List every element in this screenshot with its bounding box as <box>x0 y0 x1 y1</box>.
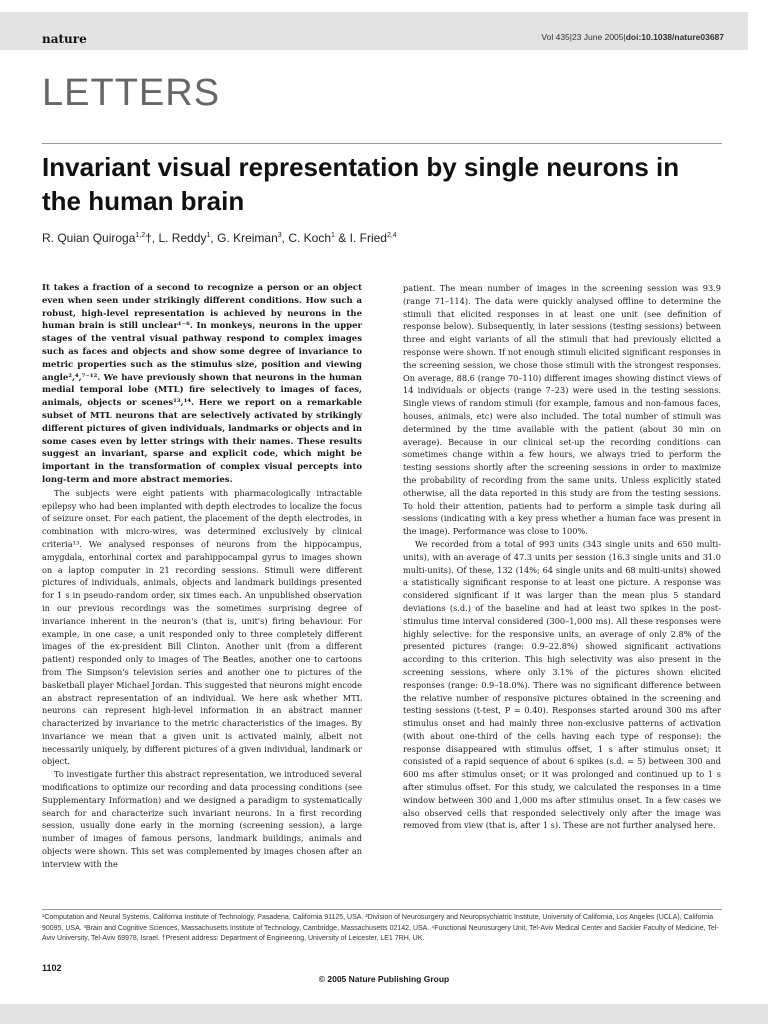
citation-volume-date: Vol 435|23 June 2005| <box>541 32 626 42</box>
author: G. Kreiman$^3$, <box>217 231 289 245</box>
header-band <box>0 12 748 50</box>
copyright-line: © 2005 Nature Publishing Group <box>318 974 450 984</box>
body-column-right <box>403 282 721 832</box>
body-column-left <box>42 282 362 871</box>
body-paragraph: To investigate further this abstract representation, we introduced several modifications to optimize our recording and data processing conditions (see Supplementary Information) and we designed a paradigm to systematically search for and characterize such invariant neurons. In a first recording session, usually done early in the morning (screening session), a large number of images of famous persons, landmark buildings, animals and objects were shown. This set was complemented by images chosen after an interview with the <box>42 769 362 869</box>
journal-name: nature <box>42 32 87 46</box>
author: R. Quian Quiroga$^{1,2}$†, <box>42 231 159 245</box>
author: L. Reddy$^1$, <box>158 231 218 245</box>
body-paragraph: patient. The mean number of images in the screening session was 93.9 (range 71–114). The data were quickly analysed offline to determine the stimuli that elicited responses in at least one unit (see definition of response below). Subsequently, in later sessions (testing sessions) between three and eight variants of all the stimuli that had previously elicited a response were shown. If not enough stimuli elicited significant responses in the screening session, we chose those stimuli with the strongest responses. On average, 88.6 (range 70–110) different images showing distinct views of 14 individuals or objects (range 7–23) were used in the testing sessions. Single views of random stimuli (for example, famous and non-famous faces, houses, animals, etc) were also included. The total number of stimuli was determined by the time available with the patient (about 30 min on average). Because in our clinical set-up the recording conditions can sometimes change within a few hours, we always tried to perform the testing sessions shortly after the screening sessions in order to maximize the probability of recording from the same units. Unless explicitly stated otherwise, all the data reported in this study are from the testing sessions. To hold their attention, patients had to perform a simple task during all sessions (indicating with a key press whether a human face was present in the image). Performance was close to 100%. <box>403 283 721 537</box>
article-title: Invariant visual representation by single neurons in the human brain <box>42 152 680 216</box>
author-list <box>42 231 397 245</box>
footer-band <box>0 1004 768 1024</box>
page-number: 1102 <box>42 963 62 973</box>
author: I. Fried$^{2,4}$ <box>349 231 397 245</box>
author: C. Koch$^1$ & <box>288 231 350 245</box>
section-heading: LETTERS <box>42 72 221 114</box>
footnote-rule <box>42 909 722 910</box>
body-paragraph: The subjects were eight patients with pharmacologically intractable epilepsy who had been implanted with depth electrodes to localize the focus of seizure onset. For each patient, the placement of the depth electrodes, in combination with micro-wires, was determined exclusively by clinical criteria¹³. We analysed responses of neurons from the hippocampus, amygdala, entorhinal cortex and parahippocampal gyrus to images shown on a laptop computer in 21 recording sessions. Stimuli were different pictures of individuals, animals, objects and landmark buildings presented for 1 s in pseudo-random order, six times each. An unpublished observation in our previous recordings was the sometimes surprising degree of invariance inherent in the neuron's (that is, unit's) firing behaviour. For example, in one case, a unit responded only to three completely different images of the ex-president Bill Clinton. Another unit (from a different patient) responded only to images of The Beatles, another one to cartoons from The Simpson's television series and another one to pictures of the basketball player Michael Jordan. This suggested that neurons might encode an abstract representation of an individual. We here ask whether MTL neurons can represent high-level information in an abstract manner characterized by invariance to the metric characteristics of the images. By invariance we mean that a given unit is activated mainly, albeit not necessarily uniquely, by different pictures of a given individual, landmark or object. <box>42 487 362 767</box>
citation-line <box>541 32 724 42</box>
title-rule <box>42 143 722 144</box>
citation-doi: doi:10.1038/nature03687 <box>625 32 724 42</box>
affiliations-footnote: ¹Computation and Neural Systems, California Institute of Technology, Pasadena, California 91125, USA. ²Division of Neurosurgery and Neuropsychiatric Institute, University of California, Los Angeles (UCLA), California 90095, USA. ³Brain and Cognitive Sciences, Massachusetts Institute of Technology, Cambridge, Massachusetts 02142, USA. ⁴Functional Neurosurgery Unit, Tel-Aviv Medical Center and Sackler Faculty of Medicine, Tel-Aviv University, Tel-Aviv 69978, Israel. †Present address: Department of Engineering, University of Leicester, LE1 7RH, UK. <box>42 914 719 942</box>
body-paragraph: We recorded from a total of 993 units (343 single units and 650 multi-units), with an average of 47.3 units per session (16.3 single units and 31.0 multi-units). Of these, 132 (14%; 64 single units and 68 multi-units) showed a statistically significant response to at least one picture. A response was considered significant if it was larger than the mean plus 5 standard deviations (s.d.) of the baseline and had at least two spikes in the post-stimulus time interval considered (300–1,000 ms). All these responses were highly selective: for the responsive units, an average of only 2.8% of the presented pictures (range: 0.9–22.8%) showed significant activations according to this criterion. This high selectivity was also present in the screening sessions, where only 3.1% of the pictures shown elicited responses (range: 0.9–18.0%). There was no significant difference between the relative number of responsive pictures obtained in the screening and testing sessions (t-test, P = 0.40). Responses started around 300 ms after stimulus onset and had mainly three non-exclusive patterns of activation (with about one-third of the cells having each type of response): the response disappeared with stimulus offset, 1 s after stimulus onset; it consisted of a rapid sequence of about 6 spikes (s.d. = 5) between 300 and 600 ms after stimulus onset; or it was prolonged and continued up to 1 s after stimulus offset. For this study, we calculated the responses in a time window between 300 and 1,000 ms after stimulus onset. In a few cases we also observed cells that responded selectively only after the image was removed from view (that is, after 1 s). These are not further analysed here. <box>403 538 721 831</box>
abstract-paragraph: It takes a fraction of a second to recognize a person or an object even when seen under strikingly different conditions. How such a robust, high-level representation is achieved by neurons in the human brain is still unclear¹⁻⁶. In monkeys, neurons in the upper stages of the ventral visual pathway respond to complex images such as faces and objects and show some degree of invariance to metric properties such as the stimulus size, position and viewing angle²,⁴,⁷⁻¹². We have previously shown that neurons in the human medial temporal lobe (MTL) fire selectively to images of faces, animals, objects or scenes¹³,¹⁴. Here we report on a remarkable subset of MTL neurons that are selectively activated by strikingly different pictures of given individuals, landmarks or objects and in some cases even by letter strings with their names. These results suggest an invariant, sparse and explicit code, which might be important in the transformation of complex visual percepts into long-term and more abstract memories. <box>42 283 362 485</box>
